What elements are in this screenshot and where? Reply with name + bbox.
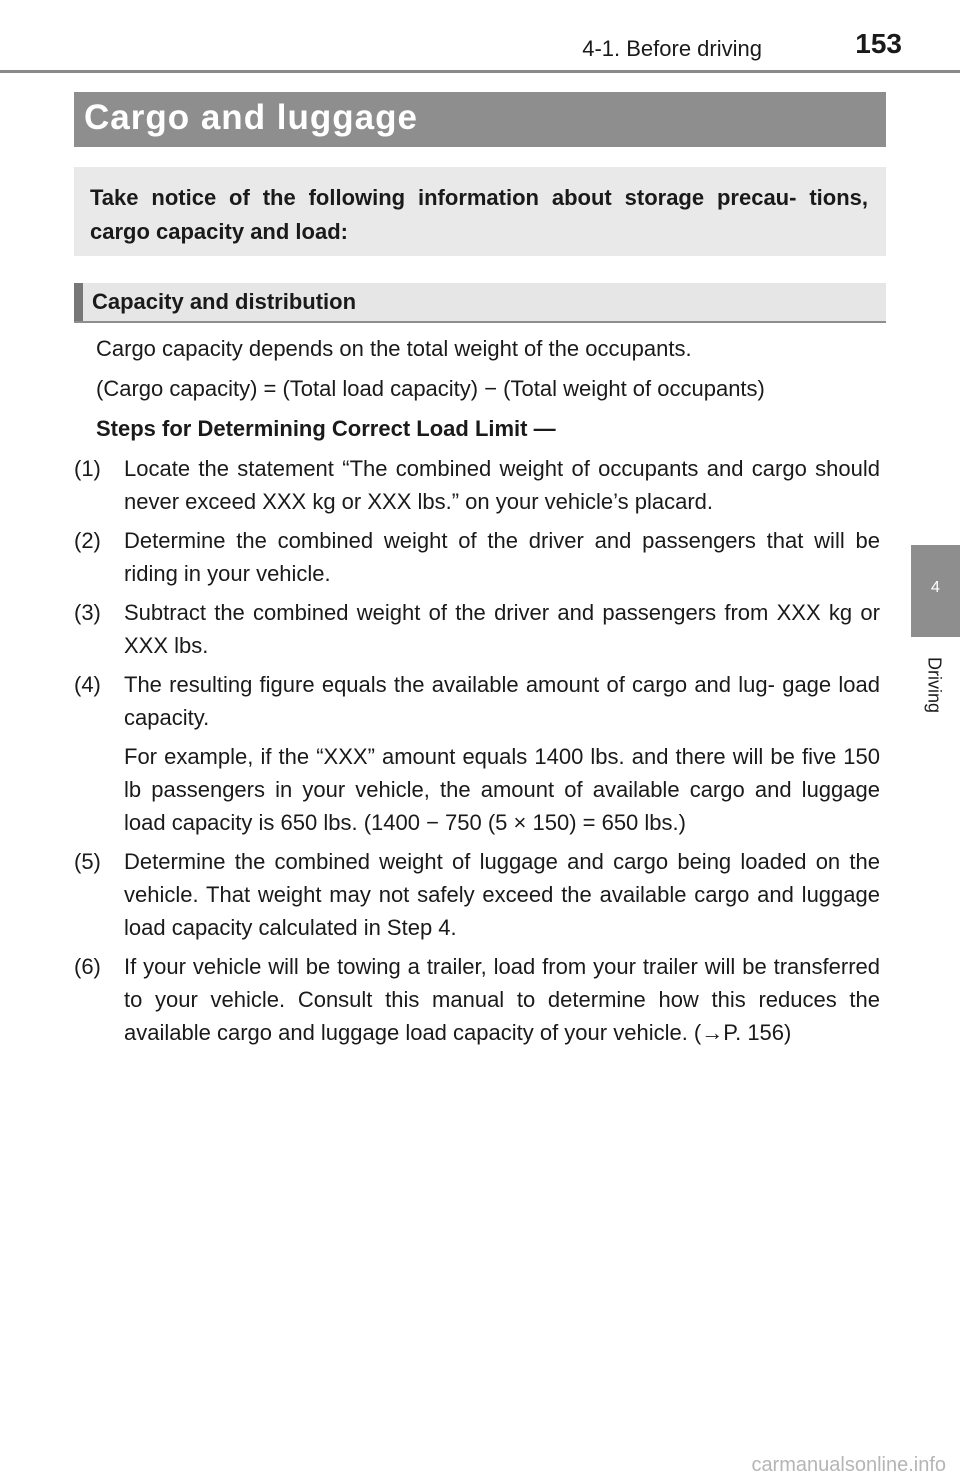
- section-title-bar: [74, 92, 886, 147]
- step-item: [74, 524, 880, 590]
- step-number: (5): [74, 849, 101, 874]
- chapter-tab: [911, 545, 960, 637]
- subheading-bar: [74, 283, 886, 323]
- steps-heading: Steps for Determining Correct Load Limit —: [96, 416, 556, 441]
- step-text: Subtract the combined weight of the driver and passengers from XXX kg or XXX lbs.: [124, 600, 880, 658]
- step-number: (3): [74, 600, 101, 625]
- step-text: The resulting figure equals the available amount of cargo and lug- gage load capacity.: [124, 672, 880, 730]
- subheading: Capacity and distribution: [92, 289, 357, 314]
- step-text: If your vehicle will be towing a trailer, load from your trailer will be transferred to your vehicle. Consult this manual to determine how this reduces the available cargo and luggage load capacity of your vehicle. (→P. 156): [124, 954, 880, 1045]
- steps-list: [74, 452, 880, 1055]
- intro-text: Take notice of the following information about storage precau- tions, cargo capacity and load:: [90, 185, 868, 244]
- step-example-text: For example, if the “XXX” amount equals 1400 lbs. and there will be five 150 lb passengers in your vehicle, the amount of available cargo and luggage load capacity is 650 lbs. (1400 − 750 (5 × 150) = 650 lbs.): [124, 744, 880, 835]
- formula-paragraph: (Cargo capacity) = (Total load capacity) − (Total weight of occupants): [96, 376, 765, 401]
- step-item: [74, 950, 880, 1049]
- chapter-number: 4: [931, 579, 940, 596]
- step-body: [124, 668, 880, 839]
- step-number: (2): [74, 528, 101, 553]
- capacity-paragraph: Cargo capacity depends on the total weight of the occupants.: [96, 336, 692, 361]
- header-divider: [0, 70, 960, 73]
- header-section-title: 4-1. Before driving: [582, 36, 762, 61]
- step-text: Locate the statement “The combined weight of occupants and cargo should never exceed XXX kg or XXX lbs.” on your vehicle’s placard.: [124, 456, 880, 514]
- step-item: [74, 845, 880, 944]
- step-item: [74, 668, 880, 839]
- step-item: [74, 596, 880, 662]
- page-number: 153: [855, 28, 902, 59]
- step-item: [74, 452, 880, 518]
- step-number: (4): [74, 672, 101, 697]
- chapter-label: Driving: [924, 656, 945, 714]
- section-title: Cargo and luggage: [84, 98, 418, 137]
- intro-box: [74, 167, 886, 256]
- subheading-marker: [74, 283, 83, 321]
- step-text: Determine the combined weight of luggage and cargo being loaded on the vehicle. That weight may not safely exceed the available cargo and luggage load capacity calculated in Step 4.: [124, 849, 880, 940]
- step-text: Determine the combined weight of the driver and passengers that will be riding in your vehicle.: [124, 528, 880, 586]
- watermark: carmanualsonline.info: [751, 1454, 946, 1476]
- step-number: (6): [74, 954, 101, 979]
- page-header: [0, 0, 960, 75]
- step-number: (1): [74, 456, 101, 481]
